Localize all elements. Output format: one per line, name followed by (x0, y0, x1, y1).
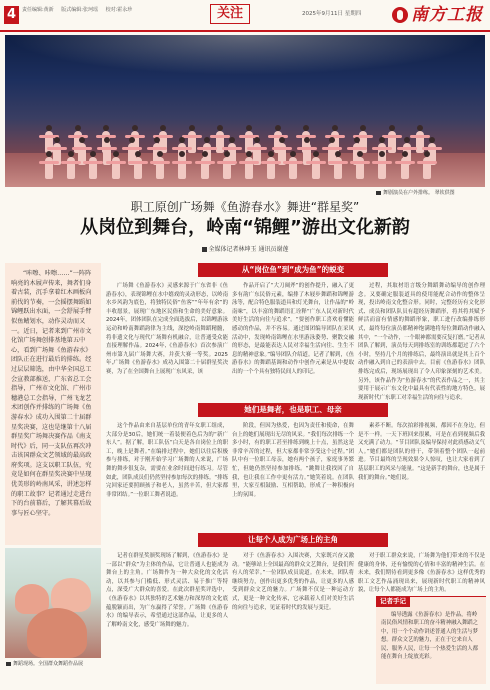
article-column (232, 282, 354, 397)
paragraph: 对于《鱼游春水》入围决赛，大家既兴奋又激动。“能够站上全国最高的群众文艺舞台，是我们所有人的荣幸。”一位团队成员说道。在未来，团队将继续努力，创作出更多优秀的作品，让更多的人感受到群众文艺的魅力。广场舞不仅是一种运动方式，更是一种文化传承，它承载着人们对美好生活的向往与追求，见证着时代的发展与变迁。 (232, 553, 354, 611)
header-divider (0, 30, 490, 32)
byline-text: 全媒体记者林坤玉 通讯员谢莲 (208, 246, 289, 253)
dancer-figure (201, 157, 209, 179)
editor-credits (22, 6, 138, 14)
dancer-figure (356, 157, 364, 179)
section-banner: 她们是舞者，也是职工、母亲 (198, 403, 388, 417)
reporter-note-body: 编导透露《鱼游春水》是作品，将岭南民俗风情和职工的奋斗精神融入舞蹈之中，用一个个动作讲述普通人的生活与梦想。群众文艺的魅力，正在于它来自人民、服务人民，让每一个热爱生活的人都能在舞台上绽放光彩。 (381, 612, 479, 661)
dancer-figure (378, 157, 386, 179)
reporter-note (376, 596, 486, 684)
dancer-figure (134, 157, 142, 179)
dancer-figure (112, 157, 120, 179)
section-label: 关注 (210, 4, 250, 24)
article-column (358, 552, 485, 592)
article-column (106, 422, 228, 527)
rehearsal-photo (5, 548, 101, 658)
editor-credit: 版式编辑:张珂瑶 (61, 7, 98, 13)
dancer-figure (289, 157, 297, 179)
dancer-figure (312, 157, 320, 179)
paragraph: 记者在群星奖颁奖现场了解到，《鱼游春水》是一部以“群众”为主体的作品，它让普通人也能成为舞台上的主角。广场舞作为一种大众化的文化活动，以其参与门槛低、形式灵活、易于推广等特点，深受广大群众的喜爱。在此次群星奖评选中，《鱼游春水》以其独特的艺术魅力和深厚的文化底蕴脱颖而出，为广东赢得了荣誉。广场舞《鱼游春水》的编导表示，希望通过这部作品，让更多的人了解岭南文化，感受广场舞的魅力。 (106, 553, 228, 628)
section-banner: 让每个人成为广场上的主角 (198, 533, 388, 547)
article-headline: 从岗位到舞台，岭南“锦鲤”游出文化新韵 (80, 217, 410, 238)
stage-photo (5, 35, 485, 187)
lead-paragraph: “咔嚓、咔嚓……”一阵阵响亮的木屐声传来，舞者们身着古装，沉手拿着红木画板向前伐的节奏，一会摇摆舞蹈如锦鲤跃出水面，一会舒展手臂似鱼鳍划水，动作灵动而又一。近日，记者来到广州市文化馆广场舞创排基地第五中心，看到广场舞《鱼游春水》团队正在进行最后的排练。经过层层筛选，由中华全国总工会宣教部推送，广东省总工会指导，广州市文化馆、广州市穗港总工会指导，广州飞龙艺术团创作并排练的广场舞《鱼游春水》成功入围第二十届群星奖决赛，这也是继第十八届群星奖广场舞决赛作品《南支时代》后，同一支队伍再次冲击该国群众文艺领域的最高政府奖项。这支以职工队伍，究竟是如何在群星奖决赛中呈现优美形的岭南风采，讲述怎样的职工故事？记者通过走进台下的台前幕后，了解其幕后故事与匠心坚守。 (5, 263, 101, 545)
stage-lights (5, 35, 485, 75)
paragraph: 这个作品由来自基层单位的青年女职工组成，大部分是30后，她们统一着装便着色后为的“新广东人”。据了解，职工队伍“白天是各自岗位上的职工，晚上是舞者。”在编排过程中，她们以往后积极参与排练，对于刚开始学习广场舞的人来说，广场舞的舞步很复杂，需要在业余时间进行练习。尽管如此，团队成员们仍然坚持参加每次的排练。“排练完回家还要照顾孩子和老人，虽然辛苦，但大家都非常团结。”一位职工舞者说道。 (106, 423, 228, 498)
article-column (358, 282, 485, 401)
paragraph: 阶段，但因为热爱，也因为责任和使命，在舞台上的她们展现出无尽的风采。“我们每次排练一个多小时，有的职工甚至排练到晚上十点，虽然这是非常辛苦的过程，但大家都非常享受这个过程。”团队中有一位职工母亲，她有两个孩子，家庭事务繁忙，但她仍然坚持参加排练。“跳舞让我找回了自我，也让我在工作中更有活力。”她笑着说。在团队里，大家互相鼓励、互相帮助，形成了一种积极向上的氛围。 (232, 423, 354, 498)
dancer-figure (45, 157, 53, 179)
dancer-skirt (27, 608, 87, 658)
dancer-figure (245, 157, 253, 179)
rehearsal-photo-caption (6, 660, 83, 668)
dancer-figure (89, 157, 97, 179)
paragraph: 广场舞《鱼游春水》灵感来源于广东省非《鱼游春水》，表现锦鲤在水中嬉戏的灵动形态，以岭南水乡风韵为底色，将独特民俗“鱼客”“年年有余”的丰收愿景，展现广东地区民俗和生命的美好意象。2024年，团体团队在完成全面选拔后，以锦鲤游泳运动和岭南舞蹈韵律为主线，深挖岭南舞蹈精髓，将非遗文化与现代广场舞有机融合，让普通受众能直接理解作品。2024年,《鱼游春水》首次参演广州市第九届广场舞大赛，并获大赛一等奖。2025年,广场舞《鱼游春水》成功入围第二十届群星奖决赛，为了在全国舞台上展现广东风采，该 (106, 283, 228, 375)
dancer-figure (178, 157, 186, 179)
section-banner: 从“岗位鱼”到“成为鱼”的蜕变 (198, 263, 388, 277)
camera-icon (376, 191, 381, 195)
logo-text: 南方工报 (411, 5, 483, 25)
article-column (232, 552, 354, 684)
article-column (106, 552, 228, 684)
camera-icon (6, 662, 11, 666)
page-header (0, 0, 490, 34)
dancer-figure (67, 157, 75, 179)
paragraph: 对于职工群众来说，广场舞为他们带来的不仅是健康的身体，还有愉悦的心情和丰富的精神生活。在未来，我们期待看到更多像《鱼游春水》这样优秀的职工文艺作品涌现出来，展现新时代职工的精神风貌，让每个人都能成为广场上的主角。 (358, 553, 485, 594)
newspaper-logo (392, 2, 488, 28)
dancer-figure (334, 157, 342, 179)
dancer-figure (51, 578, 91, 612)
dancer-figure (223, 157, 231, 179)
dancer-figure (401, 157, 409, 179)
reporter-note-title: 记者手记 (376, 596, 410, 607)
stage-photo-caption (376, 189, 455, 196)
dancer-figure (156, 157, 164, 179)
article-subhead: 职工原创广场舞《鱼游春水》舞进“群星奖” (130, 200, 360, 214)
dancer-figure (423, 157, 431, 179)
editor-credit: 责任编辑:黄新 (22, 7, 54, 13)
editor-credit: 校对:霍永珍 (105, 7, 133, 13)
byline-square-icon (202, 247, 207, 252)
article-column (106, 282, 228, 397)
page-number: 4 (4, 6, 19, 24)
logo-emblem-icon (392, 7, 408, 23)
article-column (232, 422, 354, 527)
article-byline (0, 244, 490, 253)
issue-date: 2025年9月11日 星期四 (302, 11, 362, 17)
paragraph: 作品开启了“大刀阔斧”的创作提升，融入了更多有韵广东民俗元素，编排了木屐步舞蹈和锦鲤游泳等，配合特色服装道具和灯光舞台，让作品的“岭南味”，以丰富的舞蹈语汇诠释“广东人民对新时代美好生活的向往与追求”。“要创作职工喜欢看懂能感动的作品，并不容易。通过图团编导团队在采风活动中，发现岭南锦鲤在水里游泳姿势、聚散交融的形态，是最能表达人民对幸福生活向往、生生不息的精神意象。”编导团队介绍道。记者了解到，《鱼游春水》的舞蹈基调和动作中创作元素是从中提取出的一个个具有独特民间人的印记。 (232, 283, 354, 375)
caption-text: 舞剧演员在户外排练。 翠钦供图 (383, 190, 455, 196)
article-column (358, 422, 485, 527)
paragraph: 素养不断。每次拍彩排视频，都因不在身边，但是不一样。一天下班回来很累，可是在看到视频后我又充满了动力。“节目团队及编导保持对此质感动义气人。”她们都是团队的骨干，带领着整个团队一起前进。节目最终的呈现效果令人惊叹，也让大家看到了基层职工的风采与能量。“这是新手的舞台，也是属于我们的舞台。”她们说。 (358, 423, 485, 481)
dancer-figure (267, 157, 275, 179)
paragraph: 过程，其取材语言级分舞蹈舞动编导的创作理念。又要确定服装道具的使用能配合动作的整体呈现，投出岭南文化整合形。同时，完整经历有文化形式、成员和团队队员有超经历舞蹈形，将其将其赋予鲜活而富有情感的舞蹈形象，职工进行改编排练形式，最终每位演员都精神饱满地将每位舞蹈动作融入其中，“一个动作，一个眼神都需要反复打磨。”记者从团队了解到，演员每天到排练室的训练都超过了六个小时，坚持几个月的排练后，最终演出就是其上百个动作融入到自己的表演中去。目前《鱼游春水》团队排练完成后，现场展现出了令人印象深刻的艺术美。另外，该作品作为“鱼游春水”的代表作品之一，其主要用于展示广东文化中最具有代表性的地方特色，展现新时代广东职工对幸福生活的向往与追求。 (358, 283, 485, 401)
caption-text: 舞蹈现场。全国群众舞蹈作品展 (13, 661, 84, 667)
